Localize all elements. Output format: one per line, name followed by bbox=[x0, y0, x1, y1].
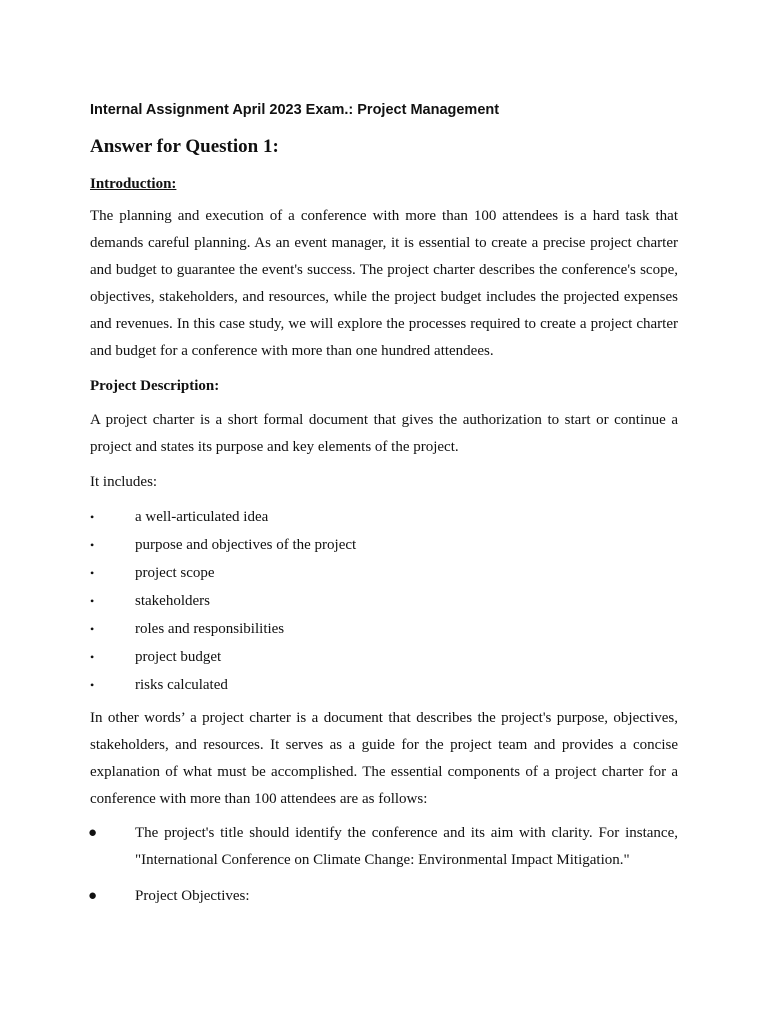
includes-label bbox=[90, 469, 678, 496]
list-item-text: a well-articulated idea bbox=[135, 509, 269, 525]
list-item-text: project scope bbox=[135, 565, 215, 581]
bullet-icon: • bbox=[90, 622, 95, 636]
charter-items-list bbox=[90, 503, 678, 699]
bullet-icon: ● bbox=[88, 825, 98, 841]
bullet-icon: • bbox=[90, 566, 95, 580]
list-item bbox=[90, 883, 678, 910]
project-description-heading: Project Description: bbox=[90, 378, 220, 394]
paragraph-line: stakeholders, and resources. It serves as a guide for the project team and provides a concise bbox=[90, 737, 678, 753]
list-item-line: "International Conference on Climate Change: Environmental Impact Mitigation." bbox=[135, 852, 630, 868]
project-description-paragraph bbox=[90, 407, 678, 461]
bullet-icon: • bbox=[90, 678, 95, 692]
list-item-text: purpose and objectives of the project bbox=[135, 537, 357, 553]
document-header-title: Internal Assignment April 2023 Exam.: Project Management bbox=[90, 102, 500, 118]
paragraph-line: and budget to guarantee the event's success. The project charter describes the conference's scope, bbox=[90, 262, 678, 278]
list-item-text: stakeholders bbox=[135, 593, 210, 609]
list-item bbox=[90, 587, 678, 615]
list-item bbox=[90, 643, 678, 671]
paragraph-line: The planning and execution of a conference with more than 100 attendees is a hard task that bbox=[90, 208, 678, 224]
paragraph-line: and budget for a conference with more than one hundred attendees. bbox=[90, 343, 494, 359]
paragraph-line: demands careful planning. As an event manager, it is essential to create a precise project charter bbox=[90, 235, 678, 251]
introduction-heading: Introduction: bbox=[90, 176, 177, 192]
bullet-icon: • bbox=[90, 510, 95, 524]
paragraph-line: In other words’ a project charter is a document that describes the project's purpose, objectives, bbox=[90, 710, 678, 726]
paragraph-line: explanation of what must be accomplished. The essential components of a project charter for a bbox=[90, 764, 678, 780]
list-item-text: risks calculated bbox=[135, 677, 228, 693]
other-words-paragraph bbox=[90, 705, 678, 813]
paragraph-line: and revenues. In this case study, we will explore the processes required to create a project charter bbox=[90, 316, 678, 332]
paragraph-line: conference with more than 100 attendees are as follows: bbox=[90, 791, 428, 807]
components-list bbox=[90, 820, 678, 874]
question-heading: Answer for Question 1: bbox=[90, 136, 279, 157]
list-item bbox=[90, 671, 678, 699]
list-item-text: project budget bbox=[135, 649, 222, 665]
includes-label-text: It includes: bbox=[90, 474, 158, 490]
list-item bbox=[90, 559, 678, 587]
list-item bbox=[90, 615, 678, 643]
list-item-line: The project's title should identify the conference and its aim with clarity. For instance, bbox=[135, 825, 678, 841]
bullet-icon: • bbox=[90, 538, 95, 552]
paragraph-line: A project charter is a short formal document that gives the authorization to start or continue a bbox=[90, 412, 678, 428]
components-list-continued bbox=[90, 883, 678, 910]
bullet-icon: ● bbox=[88, 888, 98, 904]
list-item-line: Project Objectives: bbox=[135, 888, 250, 904]
list-item bbox=[90, 531, 678, 559]
list-item-text: roles and responsibilities bbox=[135, 621, 285, 637]
bullet-icon: • bbox=[90, 594, 95, 608]
introduction-paragraph bbox=[90, 203, 678, 365]
list-item bbox=[90, 820, 678, 874]
paragraph-line: objectives, stakeholders, and resources, while the project budget includes the projected expenses bbox=[90, 289, 678, 305]
bullet-icon: • bbox=[90, 650, 95, 664]
list-item bbox=[90, 503, 678, 531]
paragraph-line: project and states its purpose and key elements of the project. bbox=[90, 439, 459, 455]
